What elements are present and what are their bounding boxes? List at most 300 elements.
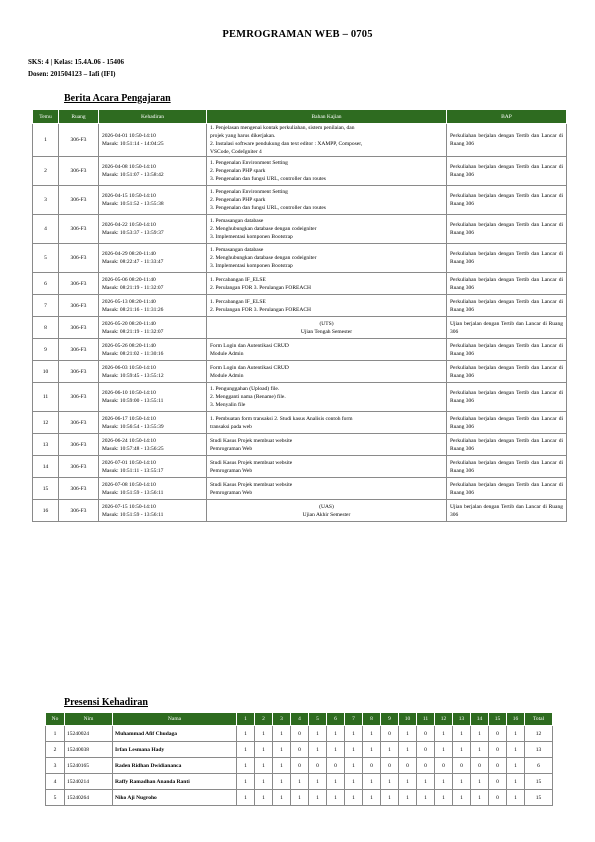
ruang-cell: 306-F3 xyxy=(59,361,99,383)
bahan-line: 1. Pemasangan database xyxy=(210,247,264,253)
presensi-row xyxy=(46,790,553,806)
kehadiran-cell xyxy=(99,456,207,478)
attendance-mark: 1 xyxy=(255,790,273,806)
bahan-kajian-cell xyxy=(207,273,447,295)
ruang-cell: 306-F3 xyxy=(59,317,99,339)
masuk-text: Masuk: 10:51:59 - 13:56:11 xyxy=(102,489,164,496)
bap-cell: Perkuliahan berjalan dengan Tertib dan Lancar di Ruang 306 xyxy=(447,295,567,317)
ruang-cell: 306-F3 xyxy=(59,244,99,273)
attendance-mark: 0 xyxy=(489,742,507,758)
sks-kelas-line: SKS: 4 | Kelas: 15.4A.06 - 15406 xyxy=(28,58,125,66)
bahan-line: (UAS) xyxy=(319,503,334,510)
kehadiran-cell xyxy=(99,434,207,456)
bahan-line: Module Admin xyxy=(210,372,244,379)
presensi-header-2: 2 xyxy=(255,713,273,726)
bahan-line: 2. Pengenalan PHP spark xyxy=(210,197,266,203)
berita-row xyxy=(33,412,567,434)
jadwal-text: 2026-07-08 10:50-14:10 xyxy=(102,481,156,488)
bahan-line: transaksi pada web xyxy=(210,423,252,430)
bap-cell: Perkuliahan berjalan dengan Tertib dan Lancar di Ruang 306 xyxy=(447,339,567,361)
presensi-header-7: 7 xyxy=(345,713,363,726)
attendance-mark: 1 xyxy=(345,758,363,774)
presensi-header-nim: Nim xyxy=(65,713,113,726)
attendance-mark: 1 xyxy=(255,726,273,742)
kehadiran-cell xyxy=(99,361,207,383)
kehadiran-cell xyxy=(99,215,207,244)
bap-cell: Perkuliahan berjalan dengan Tertib dan Lancar di Ruang 306 xyxy=(447,361,567,383)
header-ruang: Ruang xyxy=(59,110,99,124)
course-meta xyxy=(28,56,124,80)
bap-cell: Perkuliahan berjalan dengan Tertib dan Lancar di Ruang 306 xyxy=(447,383,567,412)
attendance-mark: 1 xyxy=(399,742,417,758)
presensi-header-15: 15 xyxy=(489,713,507,726)
attendance-mark: 1 xyxy=(273,726,291,742)
berita-row xyxy=(33,478,567,500)
bahan-kajian-cell xyxy=(207,124,447,157)
kehadiran-cell xyxy=(99,412,207,434)
jadwal-text: 2026-07-15 10:50-14:10 xyxy=(102,503,156,510)
berita-row xyxy=(33,361,567,383)
bahan-line: Module Admin xyxy=(210,350,244,357)
attendance-mark: 1 xyxy=(507,742,525,758)
temu-cell: 16 xyxy=(33,500,59,522)
attendance-mark: 1 xyxy=(363,774,381,790)
attendance-mark: 1 xyxy=(507,726,525,742)
attendance-mark: 1 xyxy=(345,790,363,806)
bahan-line: 3. Implementasi komponen Bootstrap xyxy=(210,263,293,269)
presensi-header-16: 16 xyxy=(507,713,525,726)
kehadiran-cell xyxy=(99,295,207,317)
berita-row xyxy=(33,456,567,478)
nim-cell: 15240264 xyxy=(65,790,113,806)
attendance-mark: 0 xyxy=(291,742,309,758)
bahan-kajian-cell xyxy=(207,383,447,412)
attendance-mark: 1 xyxy=(327,726,345,742)
kehadiran-cell xyxy=(99,500,207,522)
jadwal-text: 2026-05-13 08:20-11:40 xyxy=(102,298,156,305)
masuk-text: Masuk: 10:51:14 - 14:04:25 xyxy=(102,141,164,147)
attendance-mark: 1 xyxy=(345,726,363,742)
kehadiran-cell xyxy=(99,186,207,215)
bahan-line: 1. Pengunggahan (Upload) file. xyxy=(210,386,280,392)
presensi-header-10: 10 xyxy=(399,713,417,726)
temu-cell: 9 xyxy=(33,339,59,361)
attendance-mark: 0 xyxy=(291,758,309,774)
ruang-cell: 306-F3 xyxy=(59,157,99,186)
bahan-line: (UTS) xyxy=(319,320,334,327)
jadwal-text: 2026-06-03 10:50-14:10 xyxy=(102,364,156,371)
bahan-kajian-cell xyxy=(207,215,447,244)
presensi-header-13: 13 xyxy=(453,713,471,726)
attendance-mark: 1 xyxy=(345,742,363,758)
masuk-text: Masuk: 10:59:00 - 13:55:11 xyxy=(102,398,164,404)
presensi-header-1: 1 xyxy=(237,713,255,726)
attendance-mark: 1 xyxy=(273,774,291,790)
attendance-mark: 1 xyxy=(237,758,255,774)
ruang-cell: 306-F3 xyxy=(59,456,99,478)
attendance-mark: 1 xyxy=(363,726,381,742)
total-cell: 6 xyxy=(525,758,553,774)
berita-row xyxy=(33,500,567,522)
attendance-mark: 1 xyxy=(417,774,435,790)
presensi-table xyxy=(45,712,553,806)
ruang-cell: 306-F3 xyxy=(59,339,99,361)
temu-cell: 10 xyxy=(33,361,59,383)
berita-row xyxy=(33,244,567,273)
total-cell: 15 xyxy=(525,790,553,806)
attendance-mark: 1 xyxy=(363,742,381,758)
presensi-header-6: 6 xyxy=(327,713,345,726)
bap-cell: Perkuliahan berjalan dengan Tertib dan Lancar di Ruang 306 xyxy=(447,124,567,157)
masuk-text: Masuk: 10:51:59 - 13:56:11 xyxy=(102,511,164,518)
masuk-text: Masuk: 10:59:45 - 13:55:12 xyxy=(102,372,164,379)
attendance-mark: 1 xyxy=(435,726,453,742)
attendance-mark: 1 xyxy=(471,790,489,806)
jadwal-text: 2026-05-06 08:20-11:40 xyxy=(102,276,156,283)
nama-cell: Niko Aji Nugroho xyxy=(113,790,237,806)
bahan-line: 1. Pemasangan database xyxy=(210,218,264,224)
jadwal-text: 2026-07-01 10:50-14:10 xyxy=(102,459,156,466)
bahan-line: 1. Pembuatan form transaksi 2. Studi kasus Analisis contoh form xyxy=(210,415,353,422)
bahan-line: 2. Instalasi software pendukung dan text editor : XAMPP, Composer, xyxy=(210,141,363,147)
bap-cell: Perkuliahan berjalan dengan Tertib dan Lancar di Ruang 306 xyxy=(447,157,567,186)
ruang-cell: 306-F3 xyxy=(59,295,99,317)
bap-cell: Ujian berjalan dengan Tertib dan Lancar di Ruang 306 xyxy=(447,500,567,522)
attendance-mark: 1 xyxy=(471,774,489,790)
no-cell: 1 xyxy=(46,726,65,742)
jadwal-text: 2026-04-29 08:20-11:40 xyxy=(102,251,156,257)
attendance-mark: 1 xyxy=(309,790,327,806)
nim-cell: 15240165 xyxy=(65,758,113,774)
berita-row xyxy=(33,295,567,317)
bahan-line: projek yang harus dikerjakan. xyxy=(210,133,276,139)
bahan-line: 1. Pengenalan Environment Setting xyxy=(210,189,288,195)
bahan-line: 3. Pengenalan dan fungsi URL, controller dan routes xyxy=(210,176,326,182)
masuk-text: Masuk: 08:21:19 - 11:32:07 xyxy=(102,328,164,335)
temu-cell: 5 xyxy=(33,244,59,273)
bahan-line: Ujian Tengah Semester xyxy=(300,328,353,335)
presensi-header-12: 12 xyxy=(435,713,453,726)
kehadiran-cell xyxy=(99,157,207,186)
berita-row xyxy=(33,383,567,412)
bahan-kajian-cell xyxy=(207,317,447,339)
presensi-header-no: No xyxy=(46,713,65,726)
attendance-mark: 1 xyxy=(255,742,273,758)
total-cell: 15 xyxy=(525,774,553,790)
presensi-header-3: 3 xyxy=(273,713,291,726)
presensi-row xyxy=(46,758,553,774)
header-temu: Temu xyxy=(33,110,59,124)
bahan-kajian-cell xyxy=(207,456,447,478)
jadwal-text: 2026-06-10 10:50-14:10 xyxy=(102,390,156,396)
bap-cell: Perkuliahan berjalan dengan Tertib dan Lancar di Ruang 306 xyxy=(447,215,567,244)
presensi-row xyxy=(46,774,553,790)
bahan-line: Ujian Akhir Semester xyxy=(302,511,351,518)
attendance-mark: 0 xyxy=(489,758,507,774)
bahan-line: 1. Penjelasan mengenai kontak perkuliahan, sistem penilaian, dan xyxy=(210,125,355,131)
berita-acara-title: Berita Acara Pengajaran xyxy=(64,93,171,104)
berita-header-row xyxy=(33,110,567,124)
attendance-mark: 1 xyxy=(237,790,255,806)
bahan-line: 3. Pengenalan dan fungsi URL, controller dan routes xyxy=(210,205,326,211)
no-cell: 4 xyxy=(46,774,65,790)
attendance-mark: 1 xyxy=(507,758,525,774)
page-title: PEMROGRAMAN WEB – 0705 xyxy=(222,29,373,40)
attendance-mark: 1 xyxy=(471,742,489,758)
temu-cell: 3 xyxy=(33,186,59,215)
bahan-line: Studi Kasus Projek membuat website xyxy=(210,437,293,444)
presensi-header-5: 5 xyxy=(309,713,327,726)
masuk-text: Masuk: 10:53:37 - 13:59:37 xyxy=(102,230,164,236)
attendance-mark: 1 xyxy=(237,726,255,742)
bahan-line: Studi Kasus Projek membuat website xyxy=(210,459,293,466)
dosen-line: Dosen: 201504123 – Iafi (IFI) xyxy=(28,70,116,78)
berita-row xyxy=(33,273,567,295)
jadwal-text: 2026-04-15 10:50-14:10 xyxy=(102,193,156,199)
bahan-line: 2. Menghubungkan database dengan codeigniter xyxy=(210,255,317,261)
attendance-mark: 1 xyxy=(309,726,327,742)
attendance-mark: 1 xyxy=(453,774,471,790)
attendance-mark: 0 xyxy=(417,742,435,758)
bahan-line: Pemrograman Web xyxy=(210,489,253,496)
temu-cell: 2 xyxy=(33,157,59,186)
nama-cell: Muhammad Afif Chudaga xyxy=(113,726,237,742)
temu-cell: 15 xyxy=(33,478,59,500)
bahan-kajian-cell xyxy=(207,295,447,317)
presensi-header-9: 9 xyxy=(381,713,399,726)
attendance-mark: 0 xyxy=(327,758,345,774)
kehadiran-cell xyxy=(99,383,207,412)
attendance-mark: 1 xyxy=(507,774,525,790)
bahan-kajian-cell xyxy=(207,339,447,361)
kehadiran-cell xyxy=(99,478,207,500)
presensi-header-4: 4 xyxy=(291,713,309,726)
attendance-mark: 1 xyxy=(399,774,417,790)
jadwal-text: 2026-04-01 10:50-14:10 xyxy=(102,133,156,139)
jadwal-text: 2026-06-24 10:50-14:10 xyxy=(102,437,156,444)
attendance-mark: 1 xyxy=(327,774,345,790)
total-cell: 12 xyxy=(525,726,553,742)
bap-cell: Perkuliahan berjalan dengan Tertib dan Lancar di Ruang 306 xyxy=(447,456,567,478)
berita-row xyxy=(33,186,567,215)
presensi-title: Presensi Kehadiran xyxy=(64,697,148,708)
no-cell: 2 xyxy=(46,742,65,758)
berita-acara-table xyxy=(32,109,567,522)
nama-cell: Raffy Ramadhan Ananda Ranti xyxy=(113,774,237,790)
bahan-kajian-cell xyxy=(207,361,447,383)
masuk-text: Masuk: 08:21:19 - 11:32:07 xyxy=(102,284,164,291)
temu-cell: 12 xyxy=(33,412,59,434)
bahan-kajian-cell xyxy=(207,244,447,273)
berita-row xyxy=(33,215,567,244)
attendance-mark: 1 xyxy=(363,790,381,806)
bahan-line: VSCode, CodeIgniter 4 xyxy=(210,149,262,155)
jadwal-text: 2026-05-26 08:20-11:40 xyxy=(102,342,156,349)
total-cell: 13 xyxy=(525,742,553,758)
attendance-mark: 1 xyxy=(345,774,363,790)
attendance-mark: 0 xyxy=(363,758,381,774)
bahan-line: 2. Perulangan FOR 3. Perulangan FOREACH xyxy=(210,284,311,291)
nama-cell: Irfan Lesmana Hady xyxy=(113,742,237,758)
masuk-text: Masuk: 10:57:48 - 13:56:25 xyxy=(102,445,164,452)
attendance-mark: 1 xyxy=(291,774,309,790)
attendance-mark: 0 xyxy=(453,758,471,774)
bap-cell: Ujian berjalan dengan Tertib dan Lancar di Ruang 306 xyxy=(447,317,567,339)
bap-cell: Perkuliahan berjalan dengan Tertib dan Lancar di Ruang 306 xyxy=(447,412,567,434)
ruang-cell: 306-F3 xyxy=(59,383,99,412)
attendance-mark: 1 xyxy=(273,790,291,806)
attendance-mark: 1 xyxy=(507,790,525,806)
bahan-line: Studi Kasus Projek membuat website xyxy=(210,481,293,488)
masuk-text: Masuk: 08:21:02 - 11:30:16 xyxy=(102,350,164,357)
kehadiran-cell xyxy=(99,124,207,157)
header-bahan-kajian: Bahan Kajian xyxy=(207,110,447,124)
attendance-mark: 0 xyxy=(471,758,489,774)
kehadiran-cell xyxy=(99,273,207,295)
attendance-mark: 1 xyxy=(471,726,489,742)
attendance-mark: 0 xyxy=(435,758,453,774)
attendance-mark: 0 xyxy=(381,758,399,774)
presensi-row xyxy=(46,726,553,742)
header-kehadiran: Kehadiran xyxy=(99,110,207,124)
bahan-line: 1. Pengenalan Environment Setting xyxy=(210,160,288,166)
attendance-mark: 1 xyxy=(435,774,453,790)
attendance-mark: 1 xyxy=(309,774,327,790)
jadwal-text: 2026-05-20 08:20-11:40 xyxy=(102,320,156,327)
ruang-cell: 306-F3 xyxy=(59,412,99,434)
presensi-header-row xyxy=(46,713,553,726)
temu-cell: 1 xyxy=(33,124,59,157)
attendance-mark: 0 xyxy=(417,726,435,742)
bahan-line: Pemrograman Web xyxy=(210,445,253,452)
attendance-mark: 0 xyxy=(309,758,327,774)
attendance-mark: 1 xyxy=(237,774,255,790)
bahan-line: 3. Implementasi komponen Bootstrap xyxy=(210,234,293,240)
attendance-mark: 0 xyxy=(381,726,399,742)
masuk-text: Masuk: 10:51:07 - 13:58:42 xyxy=(102,172,164,178)
jadwal-text: 2026-04-22 10:50-14:10 xyxy=(102,222,156,228)
presensi-header-14: 14 xyxy=(471,713,489,726)
ruang-cell: 306-F3 xyxy=(59,124,99,157)
bap-cell: Perkuliahan berjalan dengan Tertib dan Lancar di Ruang 306 xyxy=(447,273,567,295)
berita-row xyxy=(33,317,567,339)
bahan-kajian-cell xyxy=(207,478,447,500)
temu-cell: 14 xyxy=(33,456,59,478)
ruang-cell: 306-F3 xyxy=(59,273,99,295)
ruang-cell: 306-F3 xyxy=(59,434,99,456)
bahan-line: Pemrograman Web xyxy=(210,467,253,474)
attendance-mark: 1 xyxy=(327,742,345,758)
bahan-line: 1. Percabangan IF_ELSE xyxy=(210,276,266,283)
bahan-line: 2. Menghubungkan database dengan codeigniter xyxy=(210,226,317,232)
attendance-mark: 1 xyxy=(327,790,345,806)
ruang-cell: 306-F3 xyxy=(59,186,99,215)
presensi-header-8: 8 xyxy=(363,713,381,726)
masuk-text: Masuk: 10:56:54 - 13:55:39 xyxy=(102,423,164,430)
bahan-line: Form Login dan Autentikasi CRUD xyxy=(210,342,289,349)
bahan-kajian-cell xyxy=(207,500,447,522)
no-cell: 3 xyxy=(46,758,65,774)
attendance-mark: 1 xyxy=(399,790,417,806)
bahan-line: 2. Perulangan FOR 3. Perulangan FOREACH xyxy=(210,306,311,313)
bahan-line: 1. Percabangan IF_ELSE xyxy=(210,298,266,305)
berita-row xyxy=(33,124,567,157)
attendance-mark: 1 xyxy=(453,726,471,742)
attendance-mark: 1 xyxy=(291,790,309,806)
attendance-mark: 1 xyxy=(255,774,273,790)
attendance-mark: 0 xyxy=(489,790,507,806)
attendance-mark: 1 xyxy=(399,726,417,742)
ruang-cell: 306-F3 xyxy=(59,478,99,500)
ruang-cell: 306-F3 xyxy=(59,215,99,244)
masuk-text: Masuk: 10:51:11 - 13:55:17 xyxy=(102,467,164,474)
nama-cell: Raden Ridhan Dwidiananca xyxy=(113,758,237,774)
temu-cell: 7 xyxy=(33,295,59,317)
attendance-mark: 1 xyxy=(237,742,255,758)
temu-cell: 11 xyxy=(33,383,59,412)
bahan-line: Form Login dan Autentikasi CRUD xyxy=(210,364,289,371)
jadwal-text: 2026-06-17 10:50-14:10 xyxy=(102,415,156,422)
attendance-mark: 1 xyxy=(381,774,399,790)
masuk-text: Masuk: 08:21:16 - 11:31:26 xyxy=(102,306,164,313)
ruang-cell: 306-F3 xyxy=(59,500,99,522)
kehadiran-cell xyxy=(99,317,207,339)
attendance-mark: 0 xyxy=(291,726,309,742)
bap-cell: Perkuliahan berjalan dengan Tertib dan Lancar di Ruang 306 xyxy=(447,434,567,456)
presensi-header-total: Total xyxy=(525,713,553,726)
bahan-kajian-cell xyxy=(207,434,447,456)
temu-cell: 6 xyxy=(33,273,59,295)
attendance-mark: 1 xyxy=(273,742,291,758)
kehadiran-cell xyxy=(99,244,207,273)
bahan-kajian-cell xyxy=(207,157,447,186)
bap-cell: Perkuliahan berjalan dengan Tertib dan Lancar di Ruang 306 xyxy=(447,186,567,215)
attendance-mark: 1 xyxy=(453,790,471,806)
attendance-mark: 0 xyxy=(489,774,507,790)
attendance-mark: 1 xyxy=(381,790,399,806)
attendance-mark: 1 xyxy=(273,758,291,774)
no-cell: 5 xyxy=(46,790,65,806)
bahan-line: 2. Pengenalan PHP spark xyxy=(210,168,266,174)
bahan-kajian-cell xyxy=(207,412,447,434)
header-bap: BAP xyxy=(447,110,567,124)
temu-cell: 8 xyxy=(33,317,59,339)
attendance-mark: 0 xyxy=(399,758,417,774)
presensi-row xyxy=(46,742,553,758)
nim-cell: 15240038 xyxy=(65,742,113,758)
attendance-mark: 1 xyxy=(417,790,435,806)
attendance-mark: 1 xyxy=(381,742,399,758)
nim-cell: 15240024 xyxy=(65,726,113,742)
nim-cell: 15240214 xyxy=(65,774,113,790)
temu-cell: 13 xyxy=(33,434,59,456)
kehadiran-cell xyxy=(99,339,207,361)
masuk-text: Masuk: 10:51:52 - 13:55:38 xyxy=(102,201,164,207)
attendance-mark: 0 xyxy=(489,726,507,742)
masuk-text: Masuk: 08:22:47 - 11:33:47 xyxy=(102,259,164,265)
temu-cell: 4 xyxy=(33,215,59,244)
attendance-mark: 1 xyxy=(453,742,471,758)
berita-row xyxy=(33,339,567,361)
attendance-mark: 1 xyxy=(435,742,453,758)
presensi-header-11: 11 xyxy=(417,713,435,726)
bahan-line: 3. Menyalin file xyxy=(210,402,246,408)
bap-cell: Perkuliahan berjalan dengan Tertib dan Lancar di Ruang 306 xyxy=(447,244,567,273)
attendance-mark: 0 xyxy=(417,758,435,774)
jadwal-text: 2026-04-08 10:50-14:10 xyxy=(102,164,156,170)
attendance-mark: 1 xyxy=(435,790,453,806)
berita-row xyxy=(33,157,567,186)
